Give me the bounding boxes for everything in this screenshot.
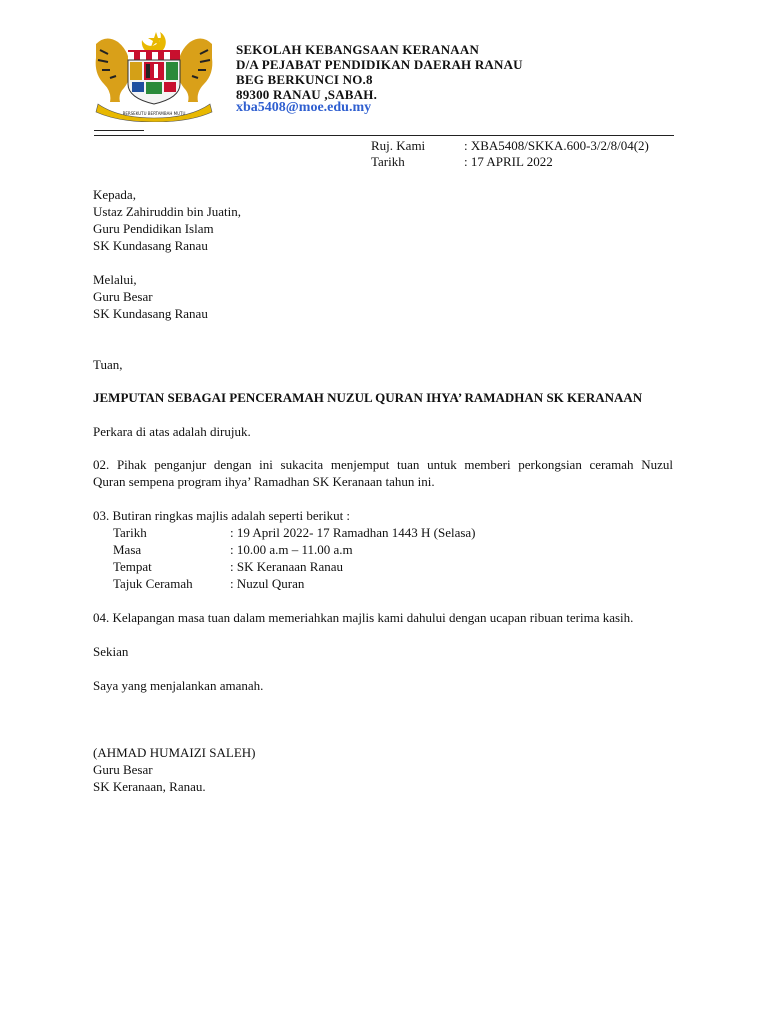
school-name: SEKOLAH KEBANGSAAN KERANAAN [236, 42, 480, 57]
recipient-school: SK Kundasang Ranau [93, 238, 208, 253]
address-line-2: BEG BERKUNCI NO.8 [236, 72, 373, 87]
detail-label: Masa [113, 542, 142, 557]
recipient-position: Guru Pendidikan Islam [93, 221, 214, 236]
tarikh-value: : 17 APRIL 2022 [464, 154, 553, 169]
school-email-link[interactable]: xba5408@moe.edu.my [236, 100, 372, 115]
detail-value: : SK Keranaan Ranau [230, 559, 343, 574]
paragraph-4: 04. Kelapangan masa tuan dalam memeriahkan majlis kami dahului dengan ucapan ribuan terima kasih. [93, 610, 634, 625]
header-divider [94, 135, 674, 136]
detail-value: : 10.00 a.m – 11.00 a.m [230, 542, 353, 557]
address-line-3: 89300 RANAU ,SABAH. [236, 87, 378, 102]
tarikh-label: Tarikh [371, 154, 405, 169]
signatory-title: Guru Besar [93, 762, 153, 777]
detail-value: : Nuzul Quran [230, 576, 305, 591]
paragraph-3-intro: 03. Butiran ringkas majlis adalah seperti berikut : [93, 508, 351, 523]
ruj-label: Ruj. Kami [371, 138, 426, 153]
via-heading: Melalui, [93, 272, 137, 287]
detail-label: Tarikh [113, 525, 147, 540]
signatory-name: (AHMAD HUMAIZI SALEH) [93, 745, 256, 760]
address-line-1: D/A PEJABAT PENDIDIKAN DAERAH RANAU [236, 57, 523, 72]
closing-sekian: Sekian [93, 644, 129, 659]
paragraph-2-line-2: Quran sempena program ihya’ Ramadhan SK Keranaan tahun ini. [93, 474, 435, 489]
ruj-value: : XBA5408/SKKA.600-3/2/8/04(2) [464, 138, 649, 153]
salutation: Tuan, [93, 357, 123, 372]
signatory-school: SK Keranaan, Ranau. [93, 779, 206, 794]
detail-value: : 19 April 2022- 17 Ramadhan 1443 H (Selasa) [230, 525, 476, 540]
letter-subject: JEMPUTAN SEBAGAI PENCERAMAH NUZUL QURAN IHYA’ RAMADHAN SK KERANAAN [93, 390, 643, 405]
recipient-name: Ustaz Zahiruddin bin Juatin, [93, 204, 242, 219]
via-position: Guru Besar [93, 289, 153, 304]
malaysia-coat-of-arms-logo [90, 26, 218, 122]
short-divider [94, 130, 144, 131]
via-school: SK Kundasang Ranau [93, 306, 208, 321]
crest-motto-text: BERSEKUTU BERTAMBAH MUTU [122, 111, 186, 116]
detail-label: Tempat [113, 559, 152, 574]
recipient-heading: Kepada, [93, 187, 136, 202]
paragraph-2-line-1: 02. Pihak penganjur dengan ini sukacita menjemput tuan untuk memberi perkongsian ceramah Nuzul [93, 457, 673, 472]
closing-amanah: Saya yang menjalankan amanah. [93, 678, 264, 693]
detail-label: Tajuk Ceramah [113, 576, 193, 591]
paragraph-1: Perkara di atas adalah dirujuk. [93, 424, 251, 439]
